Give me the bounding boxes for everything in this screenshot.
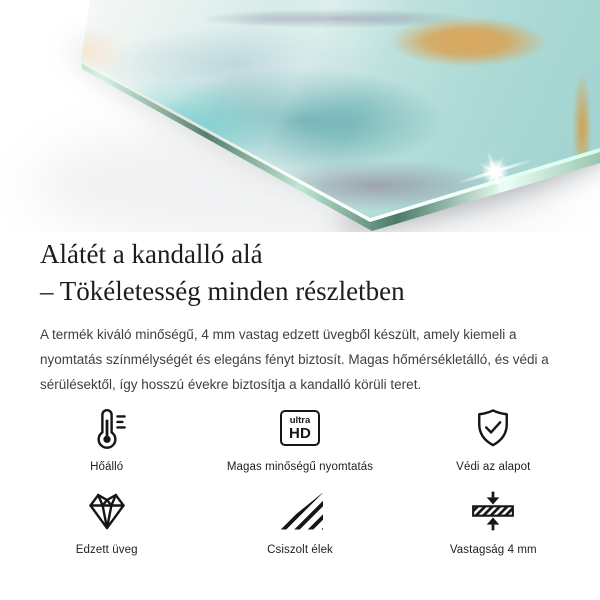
- page-title: [40, 236, 564, 310]
- thermometer-icon: [85, 405, 129, 451]
- polished-edges-icon: [277, 488, 323, 534]
- thickness-4mm-icon: [470, 488, 516, 534]
- feature-print-quality: [203, 405, 396, 473]
- feature-protects-base: [397, 405, 590, 473]
- ultra-hd-icon-text-top: ultra: [289, 414, 311, 426]
- product-info-section: [0, 236, 600, 397]
- hero-product-image: [0, 0, 600, 232]
- diamond-icon: [85, 488, 129, 534]
- feature-grid: [10, 405, 590, 556]
- feature-label: Vastagság 4 mm: [449, 544, 537, 556]
- feature-label: Hőálló: [90, 461, 124, 473]
- feature-polished-edges: [203, 488, 396, 556]
- feature-tempered-glass: [10, 488, 203, 556]
- page-title-line2: – Tökéletesség minden részletben: [40, 276, 405, 306]
- feature-label: Magas minőségű nyomtatás: [226, 461, 374, 473]
- feature-heat-resistant: [10, 405, 203, 473]
- feature-thickness: [397, 488, 590, 556]
- ultra-hd-icon-text-bottom: HD: [288, 424, 312, 442]
- feature-label: Csiszolt élek: [267, 544, 333, 556]
- ultra-hd-icon: [280, 405, 320, 451]
- product-description: A termék kiváló minőségű, 4 mm vastag edzett üvegből készült, amely kiemeli a nyomtatás színmélységét és elegáns fényt biztosít. Magas hőmérsékletálló, és védi a sérülésektől, így hosszú évekre biztosítja a kandalló körüli teret.: [40, 327, 549, 392]
- feature-label: Védi az alapot: [456, 461, 531, 473]
- feature-label: Edzett üveg: [75, 544, 138, 556]
- shield-check-icon: [471, 405, 515, 451]
- page-title-line1: Alátét a kandalló alá: [40, 239, 263, 269]
